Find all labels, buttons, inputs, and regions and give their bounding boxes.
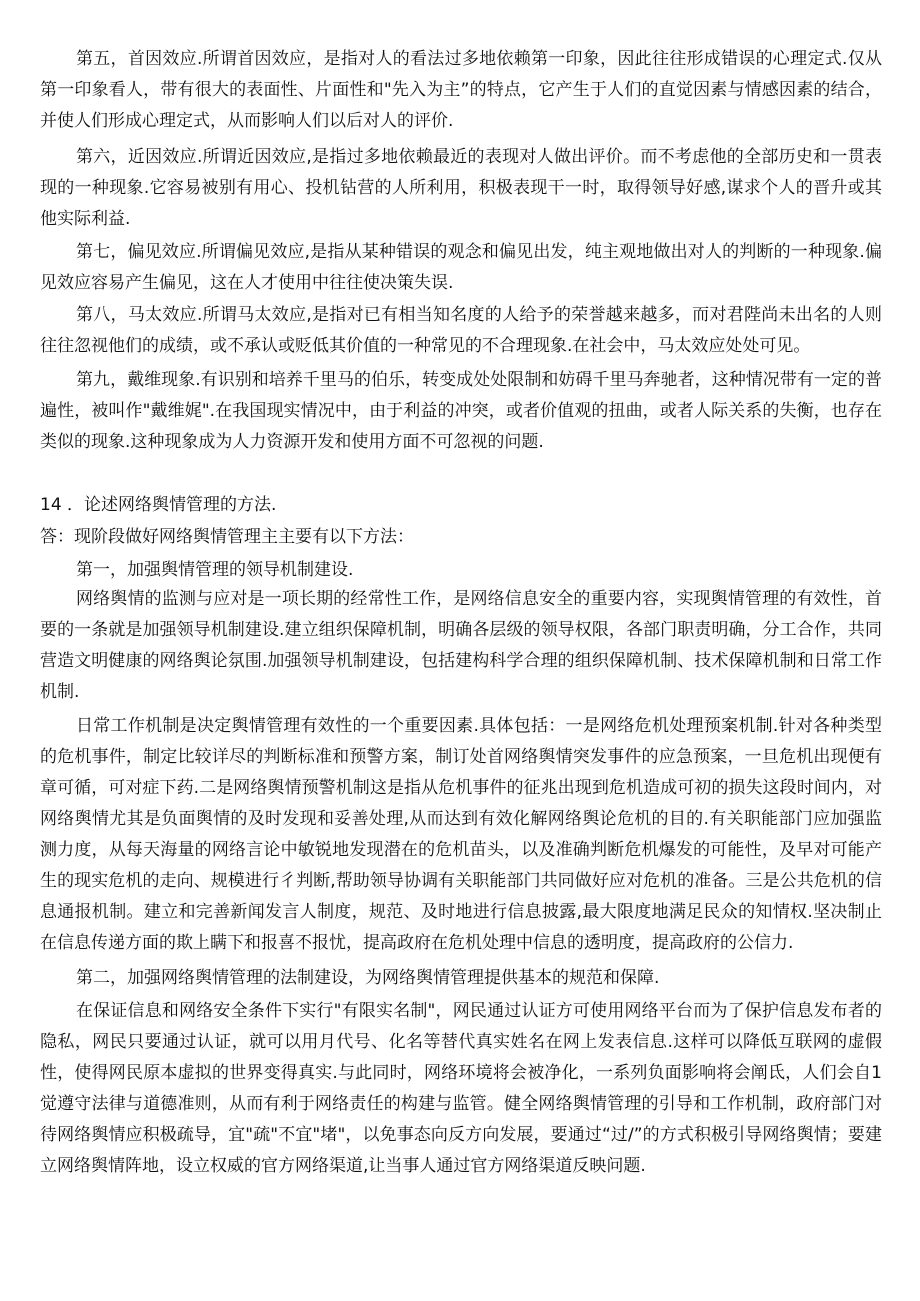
point-two-heading: 第二，加强网络舆情管理的法制建设，为网络舆情管理提供基本的规范和保障. [76,968,660,988]
paragraph-matthew-effect: 第八，马太效应.所谓马太效应,是指对已有相当知名度的人给予的荣誉越来越多，而对君陛尚未出名的人则往往忽视他们的成绩，或不承认或贬低其价值的一种常见的不合理现象.在社会中，马太效应处处可见。 [40,305,882,356]
point-one-heading: 第一，加强舆情管理的领导机制建设. [76,560,354,580]
paragraph-prejudice-effect: 第七，偏见效应.所谓偏见效应,是指从某种错误的观念和偏见出发，纯主观地做出对人的判断的一种现象.偏见效应容易产生偏见，这在人才使用中往往使决策失误. [40,242,882,293]
paragraph-real-name-system: 在保证信息和网络安全条件下实行"有限实名制"，网民通过认证方可使用网络平台而为了保护信息发布者的隐私，网民只要通过认证，就可以用月代号、化名等替代真实姓名在网上发表信息.这样可以降低互联网的虚假性，使得网民原本虚拟的世界变得真实.与此同时，网络环境将会被净化，一系列负面影响将会阐氐，人们会自1觉遵守法律与道德准则，从而有利于网络责任的构建与监管。健全网络舆情管理的引导和工作机制，政府部门对待网络舆情应积极疏导，宜"疏"不宜"堵"，以免事态向反方向发展，要通过“过/”的方式积极引导网络舆情；要建立网络舆情阵地，设立权威的官方网络渠道,让当事人通过官方网络渠道反映问题. [40,1001,882,1176]
paragraph-first-impression-effect: 第五，首因效应.所谓首因效应，是指对人的看法过多地依赖第一印象，因此往往形成错误的心理定式.仅从第一印象看人，带有很大的表面性、片面性和"先入为主”的特点，它产生于人们的直觉因素与情感因素的结合，并使人们形成心理定式，从而影响人们以后对人的评价. [40,49,882,131]
paragraph-daily-work-mechanism: 日常工作机制是决定舆情管理有效性的一个重要因素.具体包括：一是网络危机处理预案机制.针对各种类型的危机事件，制定比较详尽的判断标准和预警方案，制订处首网络舆情突发事件的应急预案，一旦危机出现便有章可循，可对症下药.二是网络舆情预警机制这是指从危机事件的征兆出现到危机造成可初的损失这段时间内，对网络舆情尤其是负面舆情的及时发现和妥善处理,从而达到有效化解网络舆论危机的目的.有关职能部门应加强监测力度，从每天海量的网络言论中敏锐地发现潜在的危机苗头，以及准确判断危机爆发的可能性，及早对可能产生的现实危机的走向、规模进行彳判断,帮助领导协调有关职能部门共同做好应对危机的准备。三是公共危机的信息通报机制。建立和完善新闻发言人制度，规范、及时地进行信息披露,最大限度地满足民众的知情权.坚决制止在信息传递方面的欺上瞒下和报喜不报忧，提高政府在危机处理中信息的透明度，提高政府的公信力. [40,716,882,953]
answer-intro: 答：现阶段做好网络舆情管理主主要有以下方法： [40,527,414,547]
paragraph-leadership-mechanism: 网络舆情的监测与应对是一项长期的经常性工作，是网络信息安全的重要内容，实现舆情管理的有效性，首要的一条就是加强领导机制建设.建立组织保障机制，明确各层级的领导权限，各部门职责明确，分工合作，共同营造文明健康的网络舆论氛围.加强领导机制建设，包括建构科学合理的组织保障机制、技术保障机制和日常工作机制. [40,589,882,702]
paragraph-davy-phenomenon: 第九，戴维现象.有识别和培养千里马的伯乐，转变成处处限制和妨碍千里马奔驰者，这种情况带有一定的普遍性，被叫作"戴维娓".在我国现实情况中，由于利益的冲突，或者价值观的扭曲，或者人际关系的失衡，也存在类似的现象.这种现象成为人力资源开发和使用方面不可忽视的问题. [40,370,882,452]
paragraph-recency-effect: 第六，近因效应.所谓近因效应,是指过多地依赖最近的表现对人做出评价。而不考虑他的全部历史和一贯表现的一种现象.它容易被别有用心、投机钻营的人所利用，积极表现干一时，取得领导好感,谋求个人的晋升或其他实际利益. [40,147,882,229]
question-heading: 14 ．论述网络舆情管理的方法. [40,495,277,515]
